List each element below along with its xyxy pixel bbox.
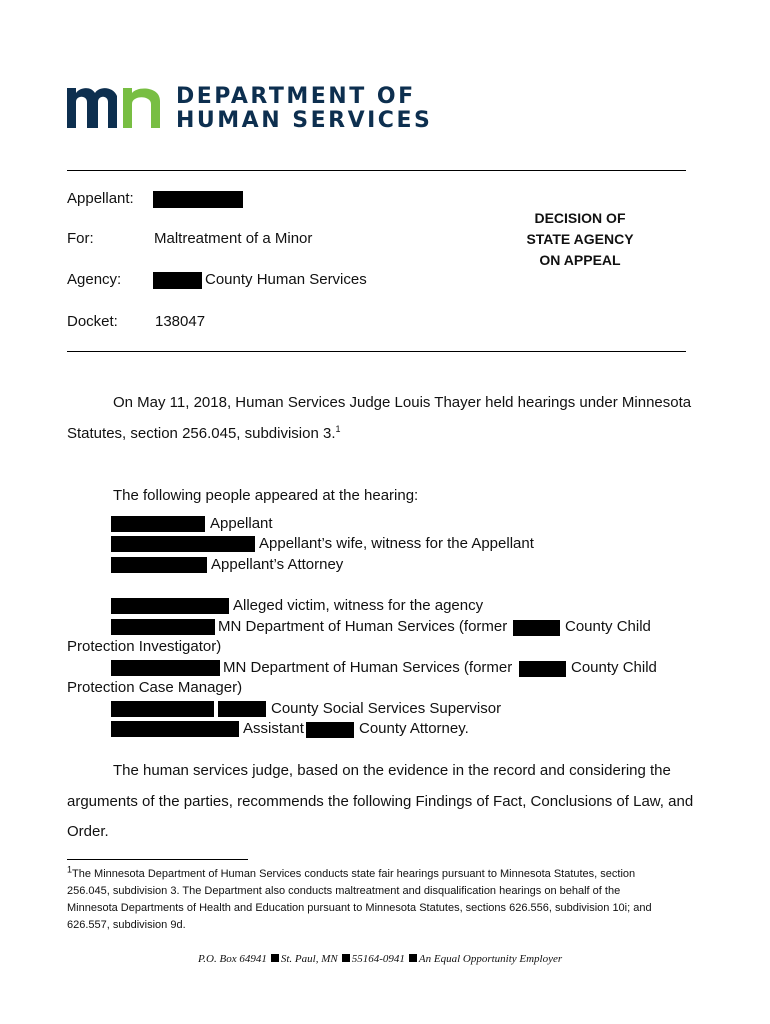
footer-eeo: An Equal Opportunity Employer: [418, 953, 563, 965]
page-footer: [198, 953, 562, 965]
footnote-number: 1: [67, 864, 73, 875]
footer-zip: 55164-0941: [351, 953, 405, 965]
redaction: [153, 272, 202, 289]
redaction: [519, 661, 566, 677]
appearance-supervisor: County Social Services Supervisor: [271, 700, 502, 717]
appearance-investigator-role: Protection Investigator): [67, 638, 222, 655]
redaction: [513, 620, 560, 636]
decision-title: [500, 208, 660, 271]
redaction: [111, 701, 214, 717]
intro-line-1: On May 11, 2018, Human Services Judge Louis Thayer held hearings under Minnesota: [113, 394, 692, 411]
square-bullet-icon: [409, 954, 417, 962]
mn-logo-icon: [67, 86, 162, 128]
footnote-line-4: 626.557, subdivision 9d.: [67, 919, 186, 931]
decision-title-line-3: ON APPEAL: [539, 252, 621, 268]
appearance-case-manager: MN Department of Human Services (former: [223, 659, 513, 676]
appearance-county-attorney: County Attorney.: [359, 720, 469, 737]
redaction: [111, 598, 229, 614]
decision-title-line-1: DECISION OF: [534, 210, 626, 226]
agency-value: County Human Services: [205, 271, 367, 288]
square-bullet-icon: [271, 954, 279, 962]
logo-line-1: DEPARTMENT OF: [176, 84, 416, 109]
intro-line-2-text: Statutes, section 256.045, subdivision 3.: [67, 425, 336, 442]
docket-label: Docket:: [67, 313, 118, 330]
appearance-case-manager-county: County Child: [571, 659, 657, 676]
appellant-label: Appellant:: [67, 190, 134, 207]
footnote-line-1-text: The Minnesota Department of Human Services conducts state fair hearings pursuant to Minnesota Statutes, section: [72, 868, 636, 880]
appearance-investigator-county: County Child: [565, 618, 651, 635]
recommend-line-1: The human services judge, based on the evidence in the record and considering the: [113, 762, 671, 779]
redaction: [153, 191, 243, 208]
appearance-attorney: Appellant’s Attorney: [211, 556, 344, 573]
appearance-appellant: Appellant: [210, 515, 273, 532]
redaction: [306, 722, 354, 738]
for-value: Maltreatment of a Minor: [154, 230, 313, 247]
appearances-heading: The following people appeared at the hearing:: [113, 487, 419, 504]
decision-title-line-2: STATE AGENCY: [526, 231, 634, 247]
footnote-line-3: Minnesota Departments of Health and Education pursuant to Minnesota Statutes, sections 626.556, subdivision 10i; and: [67, 902, 652, 914]
recommend-line-3: Order.: [67, 823, 109, 840]
docket-value: 138047: [155, 313, 206, 330]
top-rule: [67, 170, 686, 171]
logo-line-2: HUMAN SERVICES: [176, 108, 433, 133]
redaction: [111, 536, 255, 552]
bottom-rule: [67, 351, 686, 352]
redaction: [111, 516, 205, 532]
appearance-investigator: MN Department of Human Services (former: [218, 618, 508, 635]
square-bullet-icon: [342, 954, 350, 962]
appearance-assistant: Assistant: [243, 720, 304, 737]
for-label: For:: [67, 230, 94, 247]
redaction: [111, 619, 215, 635]
redaction: [111, 557, 207, 573]
intro-line-2: [67, 425, 341, 443]
recommend-line-2: arguments of the parties, recommends the following Findings of Fact, Conclusions of Law, and: [67, 793, 694, 810]
footnote-separator: [67, 859, 248, 860]
footer-po-box: P.O. Box 64941: [198, 953, 267, 965]
redaction: [111, 660, 220, 676]
agency-label: Agency:: [67, 271, 122, 288]
footnote-ref: 1: [335, 424, 341, 434]
redaction: [218, 701, 266, 717]
redaction: [111, 721, 239, 737]
footnote-line-2: 256.045, subdivision 3. The Department also conducts maltreatment and disqualification hearings on behalf of the: [67, 885, 621, 897]
footnote-line-1: [67, 866, 635, 883]
appearance-victim: Alleged victim, witness for the agency: [233, 597, 484, 614]
footer-city: St. Paul, MN: [280, 953, 338, 965]
appearance-case-manager-role: Protection Case Manager): [67, 679, 243, 696]
appearance-wife: Appellant’s wife, witness for the Appellant: [259, 535, 534, 552]
